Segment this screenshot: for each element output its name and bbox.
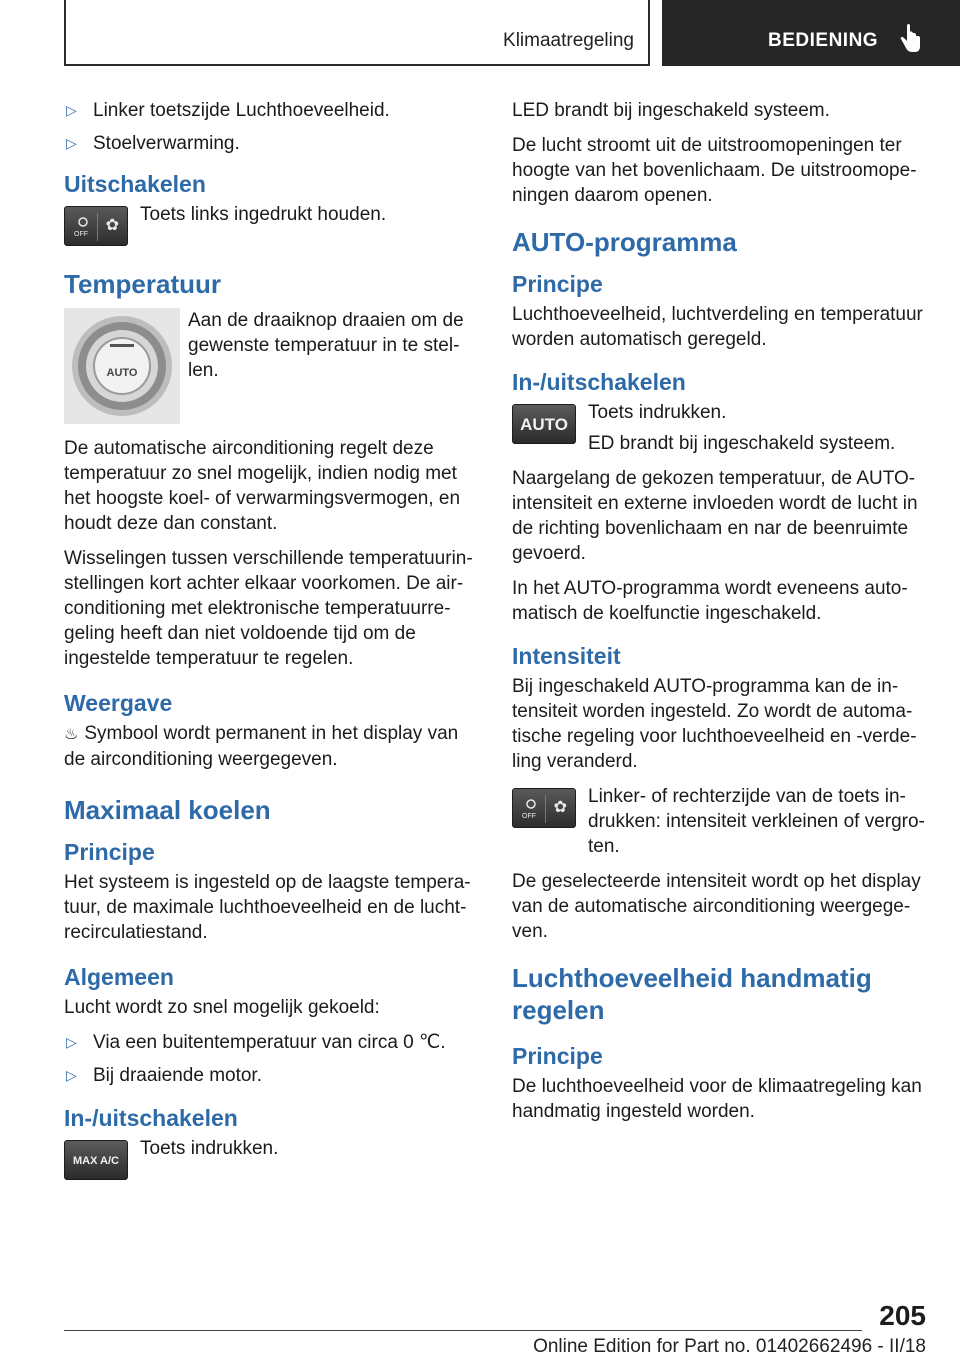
heading-in-uitschakelen: In-/uitschakelen [512, 369, 686, 395]
list-item: ▷ Via een buitentemperatuur van circa 0 ℃. [66, 1032, 446, 1053]
bullet-triangle-icon: ▷ [66, 102, 77, 118]
heading-maximaal-koelen: Maximaal koelen [64, 795, 271, 825]
heading-temperatuur: Temperatuur [64, 269, 221, 299]
heading-in-uitschakelen: In-/uitschakelen [64, 1105, 238, 1131]
footer-divider [64, 1330, 862, 1331]
list-item: ▷ Linker toetszijde Luchthoeveelheid. [66, 100, 390, 121]
heading-auto-programma: AUTO-programma [512, 227, 737, 257]
auto-button-image: AUTO [512, 404, 576, 444]
fan-icon: ✿ [553, 799, 567, 816]
right-column: LED brandt bij ingeschakeld systeem. De lucht stroomt uit de uitstroomopeningen ter hoogte van het bovenlichaam. De uitstroomope‐ningen daarom openen. AUTO-programma Principe Luchthoeveelheid, luchtverdeling en temperatuur worden automatisch geregeld. In-/uitschakelen AUTO Toets indrukken. ED brandt bij ingeschakeld systeem. Naargelang de gekozen temperatuur, de AUTO-intensiteit en externe invloeden wordt de lucht in de richting bovenlichaam en nar de beenruimte gevoerd. In het AUTO-programma wordt eveneens auto‐matisch de koelfunctie ingeschakeld. Intensiteit Bij ingeschakeld AUTO-programma kan de in‐tensiteit worden ingesteld. Zo wordt de automa‐tische regeling voor luchthoeveelheid en -verde‐ling veranderd. OFF ✿ Linker- of rechterzijde van de toets in‐drukken: intensiteit verkleinen of vergro‐ten. De geselecteerde intensiteit wordt op het display van de automatische airconditioning weergege‐ven. Luchthoeveelheid handmatig regelen Principe De luchthoeveelheid voor de klimaatregeling kan handmatig ingesteld worden. [512, 98, 932, 1134]
svg-text:OFF: OFF [522, 813, 536, 820]
heading-principe: Principe [64, 839, 155, 865]
header-section-title: Klimaatregeling [503, 30, 634, 51]
heading-principe: Principe [512, 271, 603, 297]
bullet-triangle-icon: ▷ [66, 135, 77, 151]
heading-intensiteit: Intensiteit [512, 643, 621, 669]
fan-icon: ✿ [105, 217, 119, 234]
header-chapter-box [662, 0, 960, 66]
svg-text:AUTO: AUTO [106, 367, 138, 379]
fan-button-image [512, 788, 576, 828]
left-column: ▷ Linker toetszijde Luchthoeveelheid. ▷ Stoelverwarming. Uitschakelen OFF ✿ Toets links ingedrukt houden. Temperatuur AUTO Aan de draaiknop draaien om de gewenste temperatuur in te stel‐len. De automatische airconditioning regelt deze temperatuur zo snel mogelijk, indien nodig met het hoogste koel- of verwarmingsvermogen, en houdt deze dan constant. Wisselingen tussen verschillende temperatuurin‐stellingen kort achter elkaar voorkomen. De air‐conditioning met elektronische temperatuurre‐geling heeft dan niet voldoende tijd om de ingestelde temperatuur te regelen. Weergave ♨ Symbool wordt permanent in het display van de airconditioning weergegeven. Maximaal koelen Principe Het systeem is ingesteld op de laagste tempera‐tuur, de maximale luchthoeveelheid en de lucht‐recirculatiestand. Algemeen Lucht wordt zo snel mogelijk gekoeld: ▷ Via een buitentemperatuur van circa 0 ℃. ▷ Bij draaiende motor. In-/uitschakelen MAX A/C Toets indrukken. [64, 98, 484, 1190]
page-header [0, 0, 960, 66]
heading-uitschakelen: Uitschakelen [64, 171, 206, 197]
hand-pointer-icon [898, 24, 922, 54]
page-number: 205 [879, 1300, 926, 1331]
heading-luchthoeveelheid: Luchthoeveelheid handmatig regelen [512, 963, 872, 1025]
fan-off-button-image [64, 206, 128, 246]
bullet-triangle-icon: ▷ [66, 1067, 77, 1083]
list-item: ▷ Stoelverwarming. [66, 133, 240, 154]
max-ac-button-row: MAX A/C Toets indrukken. [64, 1136, 484, 1180]
fan-off-icon [519, 796, 543, 820]
fan-off-icon [71, 214, 95, 238]
auto-button-row: AUTO Toets indrukken. ED brandt bij ingeschakeld systeem. [512, 400, 932, 456]
header-chapter-title: BEDIENING [768, 30, 879, 51]
weergave-text: ♨ Symbool wordt permanent in het display van de airconditioning weergegeven. [64, 723, 459, 770]
footer-edition: Online Edition for Part no. 01402662496 - II/18 [533, 1336, 926, 1357]
header-section-box [64, 0, 650, 66]
heading-algemeen: Algemeen [64, 964, 174, 990]
list-item: ▷ Bij draaiende motor. [66, 1065, 262, 1086]
heat-symbol-icon: ♨ [64, 726, 79, 743]
temperature-knob-image [64, 308, 180, 424]
heading-weergave: Weergave [64, 690, 173, 716]
bullet-triangle-icon: ▷ [66, 1034, 77, 1050]
max-ac-button-image: MAX A/C [64, 1140, 128, 1180]
svg-text:OFF: OFF [74, 231, 88, 238]
knob-row: AUTO Aan de draaiknop draaien om de gewenste temperatuur in te stel‐len. [64, 308, 484, 424]
knob-icon [64, 308, 180, 424]
fan-button-row: OFF ✿ Toets links ingedrukt houden. [64, 202, 484, 246]
fan-button-row: OFF ✿ Linker- of rechterzijde van de toets in‐drukken: intensiteit verkleinen of vergro‐ten. [512, 784, 932, 859]
heading-principe: Principe [512, 1043, 603, 1069]
